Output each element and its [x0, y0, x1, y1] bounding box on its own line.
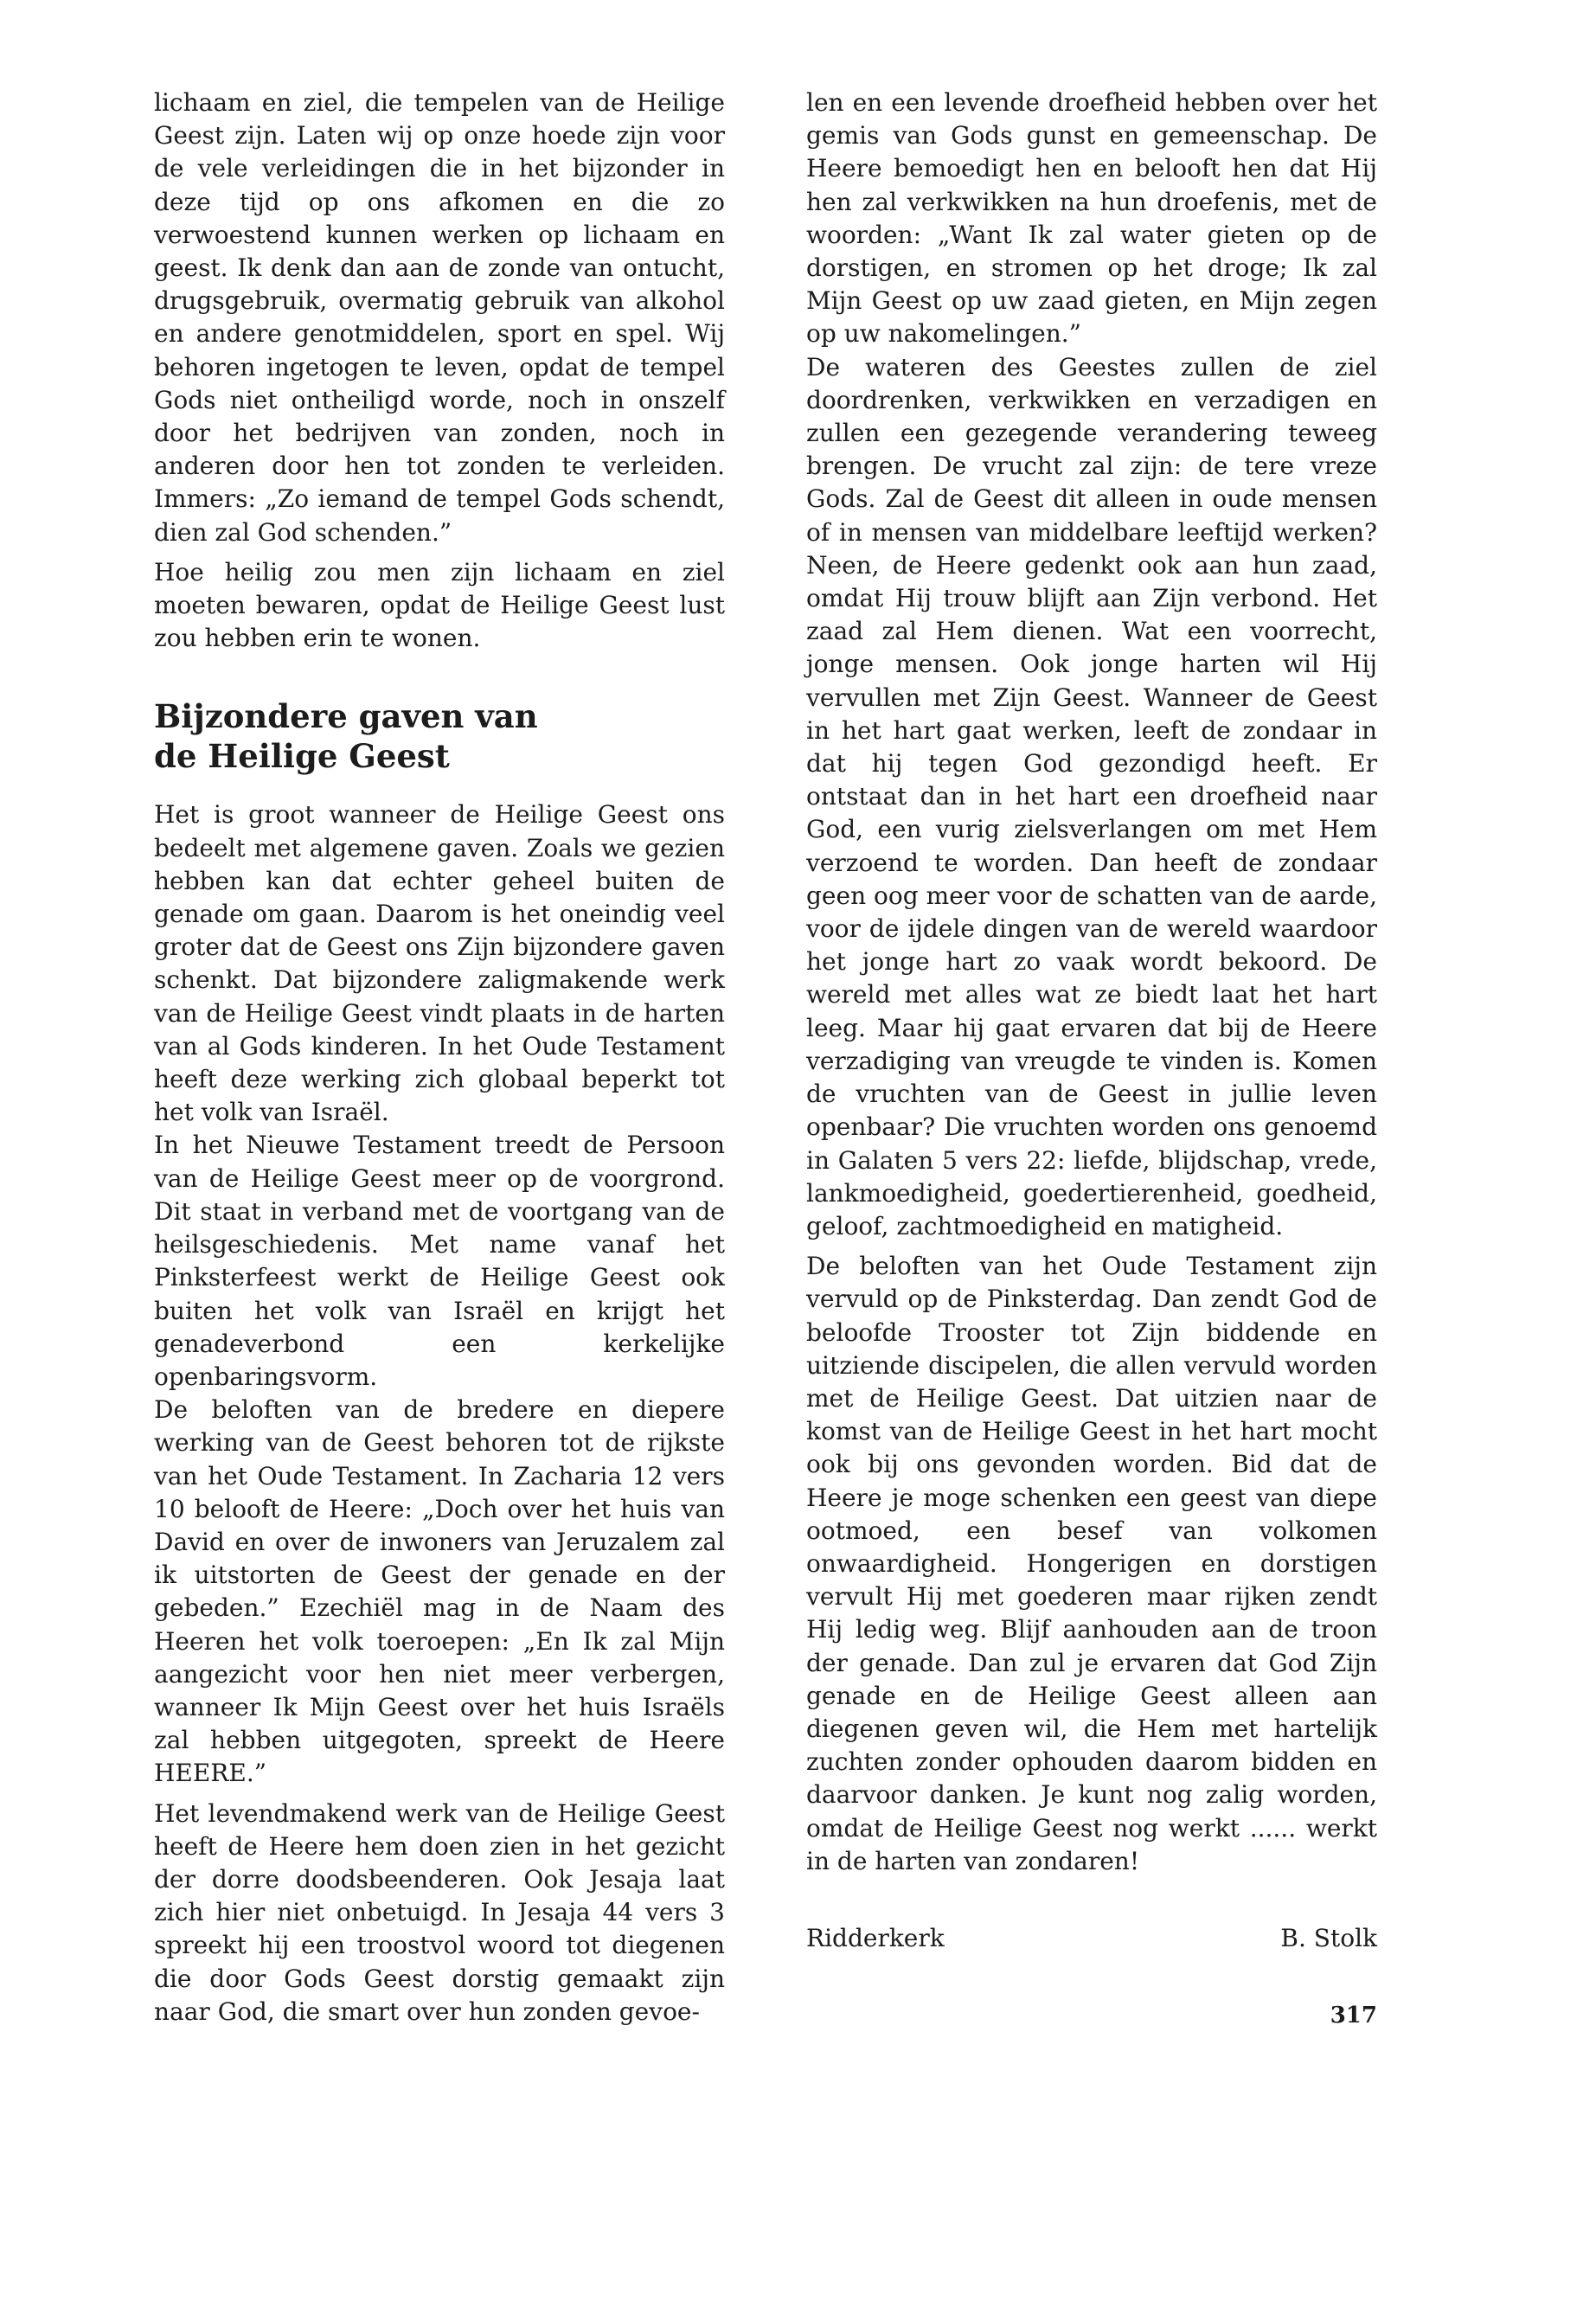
left-column	[154, 87, 725, 2035]
paragraph: Het levendmakend werk van de Heilige Geest heeft de Heere hem doen zien in het gezicht der dorre doodsbeenderen. Ook Jesaja laat zich hier niet onbetuigd. In Jesaja 44 vers 3 spreekt hij een troostvol woord tot diegenen die door Gods Geest dorstig gemaakt zijn naar God, die smart over hun zonden gevoe-	[154, 1798, 725, 2026]
signature-author: B. Stolk	[1280, 1924, 1377, 1952]
section-heading	[154, 696, 725, 776]
paragraph: Het is groot wanneer de Heilige Geest ons bedeelt met algemene gaven. Zoals we gezien hebben kan dat echter geheel buiten de genade om gaan. Daarom is het oneindig veel groter dat de Geest ons Zijn bijzondere gaven schenkt. Dat bijzondere zaligmakende werk van de Heilige Geest vindt plaats in de harten van al Gods kinderen. In het Oude Testament heeft deze werking zich globaal beperkt tot het volk van Israël.	[154, 800, 725, 1127]
section-heading-line: Bijzondere gaven van	[154, 697, 538, 736]
section-heading-line: de Heilige Geest	[154, 737, 450, 776]
paragraph: In het Nieuwe Testament treedt de Persoon van de Heilige Geest meer op de voorgrond. Dit staat in verband met de voortgang van de heilsgeschiedenis. Met name vanaf het Pinksterfeest werkt de Heilige Geest ook buiten het volk van Israël en krijgt het genadeverbond een kerkelijke openbaringsvorm.	[154, 1131, 725, 1391]
paragraph: De beloften van de bredere en diepere werking van de Geest behoren tot de rijkste van het Oude Testament. In Zacharia 12 vers 10 belooft de Heere: „Doch over het huis van David en over de inwoners van Jeruzalem zal ik uitstorten de Geest der genade en der gebeden.” Ezechiël mag in de Naam des Heeren het volk toeroepen: „En Ik zal Mijn aangezicht voor hen niet meer verbergen, wanneer Ik Mijn Geest over het huis Israëls zal hebben uitgegoten, spreekt de Heere HEERE.”	[154, 1395, 725, 1788]
right-column	[806, 87, 1377, 1885]
paragraph: De wateren des Geestes zullen de ziel doordrenken, verkwikken en verzadigen en zullen een gezegende verandering teweeg brengen. De vrucht zal zijn: de tere vreze Gods. Zal de Geest dit alleen in oude mensen of in mensen van middelbare leeftijd werken? Neen, de Heere gedenkt ook aan hun zaad, omdat Hij trouw blijft aan Zijn verbond. Het zaad zal Hem dienen. Wat een voorrecht, jonge mensen. Ook jonge harten wil Hij vervullen met Zijn Geest. Wanneer de Geest in het hart gaat werken, leeft de zondaar in dat hij tegen God gezondigd heeft. Er ontstaat dan in het hart een droefheid naar God, een vurig zielsverlangen om met Hem verzoend te worden. Dan heeft de zondaar geen oog meer voor de schatten van de aarde, voor de ijdele dingen van de wereld waardoor het jonge hart zo vaak wordt bekoord. De wereld met alles wat ze biedt laat het hart leeg. Maar hij gaat ervaren dat bij de Heere verzadiging van vreugde te vinden is. Komen de vruchten van de Geest in jullie leven openbaar? Die vruchten worden ons genoemd in Galaten 5 vers 22: liefde, blijdschap, vrede, lankmoedigheid, goedertierenheid, goedheid, geloof, zachtmoedigheid en matigheid.	[806, 352, 1377, 1240]
paragraph: lichaam en ziel, die tempelen van de Heilige Geest zijn. Laten wij op onze hoede zijn voor de vele verleidingen die in het bijzonder in deze tijd op ons afkomen en die zo verwoestend kunnen werken op lichaam en geest. Ik denk dan aan de zonde van ontucht, drugsgebruik, overmatig gebruik van alkohol en andere genotmiddelen, sport en spel. Wij behoren ingetogen te leven, opdat de tempel Gods niet ontheiligd worde, noch in onszelf door het bedrijven van zonden, noch in anderen door hen tot zonden te verleiden. Immers: „Zo iemand de tempel Gods schendt, dien zal God schenden.”	[154, 88, 725, 547]
paragraph: Hoe heilig zou men zijn lichaam en ziel moeten bewaren, opdat de Heilige Geest lust zou hebben erin te wonen.	[154, 557, 725, 653]
paragraph: len en een levende droefheid hebben over het gemis van Gods gunst en gemeenschap. De Heere bemoedigt hen en belooft hen dat Hij hen zal verkwikken na hun droefenis, met de woorden: „Want Ik zal water gieten op de dorstigen, en stromen op het droge; Ik zal Mijn Geest op uw zaad gieten, en Mijn zegen op uw nakomelingen.”	[806, 88, 1377, 349]
page-number: 317	[1330, 2003, 1377, 2029]
signature-place: Ridderkerk	[806, 1924, 945, 1952]
paragraph: De beloften van het Oude Testament zijn vervuld op de Pinksterdag. Dan zendt God de beloofde Trooster tot Zijn biddende en uitziende discipelen, die allen vervuld worden met de Heilige Geest. Dat uitzien naar de komst van de Heilige Geest in het hart mocht ook bij ons gevonden worden. Bid dat de Heere je moge schenken een geest van diepe ootmoed, een besef van volkomen onwaardigheid. Hongerigen en dorstigen vervult Hij met goederen maar rijken zendt Hij ledig weg. Blijf aanhouden aan de troon der genade. Dan zul je ervaren dat God Zijn genade en de Heilige Geest alleen aan diegenen geven wil, die Hem met hartelijk zuchten zonder ophouden daarom bidden en daarvoor danken. Je kunt nog zalig worden, omdat de Heilige Geest nog werkt ...... werkt in de harten van zondaren!	[806, 1252, 1377, 1875]
